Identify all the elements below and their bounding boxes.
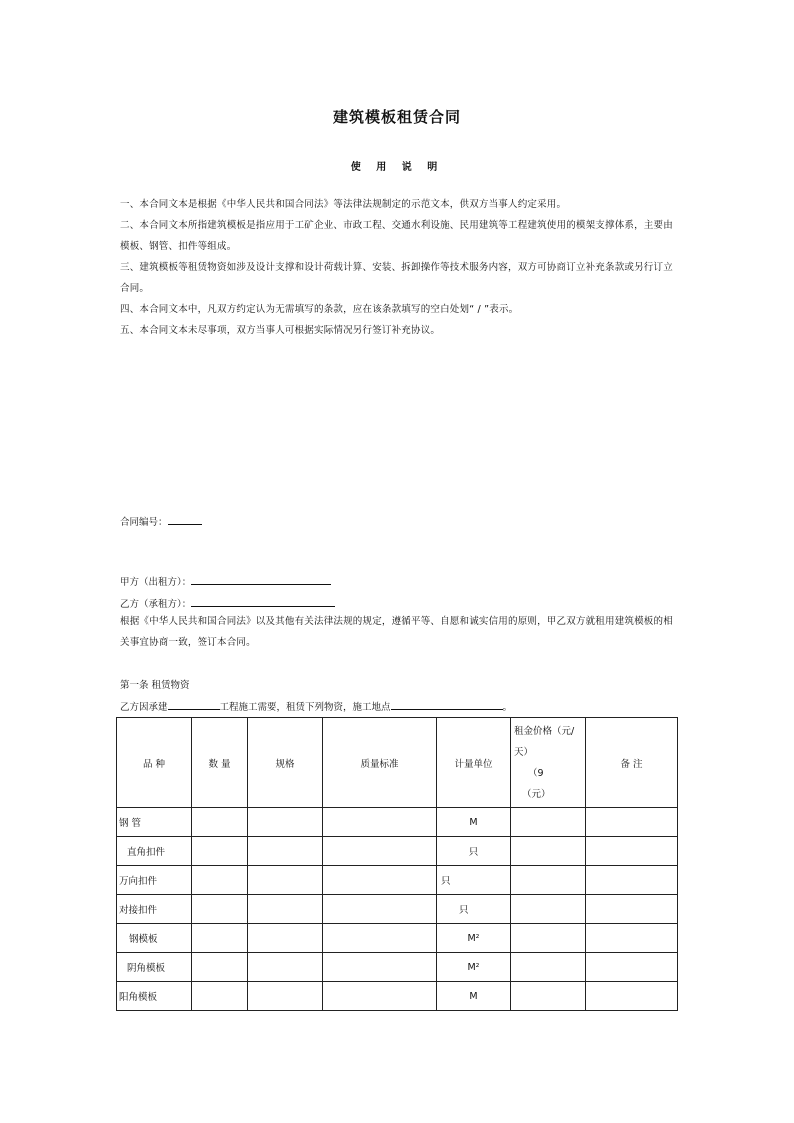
cell-empty: [192, 866, 248, 895]
cell-empty: [192, 953, 248, 982]
table-row: [117, 837, 678, 866]
project-name-field[interactable]: [168, 699, 220, 710]
party-b-label: 乙方（承租方）：: [120, 599, 192, 610]
header-price-line3: （9: [528, 767, 544, 779]
cell-unit: 只: [437, 837, 511, 866]
cell-empty: [511, 866, 586, 895]
instruction-4: 四、本合同文本中，凡双方约定认为无需填写的条款，应在该条款填写的空白处划“ / ”表示。: [120, 304, 519, 315]
cell-variety: 钢模板: [117, 924, 192, 953]
table-row: [117, 924, 678, 953]
cell-unit: M²: [437, 953, 511, 982]
cell-empty: [323, 953, 437, 982]
cell-variety: 直角扣件: [117, 837, 192, 866]
cell-unit: M: [437, 808, 511, 837]
article-1-part2: 工程施工需要，租赁下列物资，施工地点: [219, 702, 391, 713]
party-b-line: [120, 596, 335, 610]
header-unit: 计量单位: [437, 718, 511, 808]
cell-empty: [248, 895, 323, 924]
article-1-end: 。: [502, 702, 513, 713]
cell-empty: [586, 866, 678, 895]
instruction-2: 二、本合同文本所指建筑模板是指应用于工矿企业、市政工程、交通水利设施、民用建筑等工程建筑使用的模架支撑体系，主要由模板、钢管、扣件等组成。: [120, 220, 673, 252]
header-quantity: 数 量: [192, 718, 248, 808]
cell-unit: 只: [437, 866, 511, 895]
instruction-5: 五、本合同文本未尽事项，双方当事人可根据实际情况另行签订补充协议。: [120, 325, 441, 336]
cell-empty: [192, 837, 248, 866]
cell-empty: [511, 895, 586, 924]
cell-unit: 只: [437, 895, 511, 924]
cell-empty: [248, 924, 323, 953]
usage-instructions-heading: 使 用 说 明: [350, 162, 444, 173]
party-a-field[interactable]: [191, 574, 331, 585]
table-row: [117, 953, 678, 982]
cell-empty: [323, 982, 437, 1011]
cell-variety: 万向扣件: [117, 866, 192, 895]
contract-number-field[interactable]: [168, 514, 202, 525]
cell-empty: [323, 837, 437, 866]
document-title: 建筑模板租赁合同: [332, 108, 461, 126]
header-variety: 品 种: [117, 718, 192, 808]
cell-variety: 阴角模板: [117, 953, 192, 982]
construction-site-field[interactable]: [391, 699, 503, 710]
cell-empty: [248, 866, 323, 895]
party-b-field[interactable]: [191, 596, 335, 607]
header-spec: 规格: [248, 718, 323, 808]
cell-empty: [323, 866, 437, 895]
cell-empty: [586, 982, 678, 1011]
table-row: [117, 895, 678, 924]
table-row: [117, 982, 678, 1011]
cell-empty: [192, 808, 248, 837]
cell-variety: 对接扣件: [117, 895, 192, 924]
header-price-line4: （元）: [522, 788, 551, 800]
cell-empty: [248, 808, 323, 837]
party-a-line: [120, 574, 331, 588]
cell-empty: [511, 982, 586, 1011]
cell-unit: M²: [437, 924, 511, 953]
article-1-title: 第一条 租赁物资: [120, 680, 190, 691]
cell-empty: [192, 924, 248, 953]
preamble: 根据《中华人民共和国合同法》以及其他有关法律法规的规定，遵循平等、自愿和诚实信用的原则，甲乙双方就租用建筑模板的相关事宜协商一致，签订本合同。: [120, 616, 673, 648]
header-price: [511, 718, 586, 808]
header-remark: 备 注: [586, 718, 678, 808]
cell-empty: [192, 982, 248, 1011]
cell-empty: [192, 895, 248, 924]
cell-empty: [323, 808, 437, 837]
header-price-line1: 租金价格（元/: [514, 725, 575, 737]
cell-empty: [248, 982, 323, 1011]
cell-empty: [323, 924, 437, 953]
cell-empty: [586, 953, 678, 982]
cell-empty: [511, 837, 586, 866]
cell-empty: [248, 953, 323, 982]
cell-empty: [586, 895, 678, 924]
cell-empty: [323, 895, 437, 924]
cell-empty: [586, 808, 678, 837]
party-a-label: 甲方（出租方）：: [120, 577, 192, 588]
rental-materials-table: [116, 717, 678, 1011]
contract-number-label: 合同编号：: [120, 517, 168, 528]
article-1-part1: 乙方因承建: [120, 702, 168, 713]
article-1-text: [120, 699, 512, 713]
instruction-3: 三、建筑模板等租赁物资如涉及设计支撑和设计荷载计算、安装、拆卸操作等技术服务内容，双方可协商订立补充条款或另行订立合同。: [120, 262, 673, 294]
instruction-1: 一、本合同文本是根据《中华人民共和国合同法》等法律法规制定的示范文本，供双方当事人约定采用。: [120, 199, 567, 210]
table-header-row: [117, 718, 678, 808]
table-row: [117, 808, 678, 837]
cell-unit: M: [437, 982, 511, 1011]
cell-empty: [248, 837, 323, 866]
cell-variety: 钢 管: [117, 808, 192, 837]
header-price-line2: 天）: [514, 746, 534, 758]
cell-empty: [511, 808, 586, 837]
cell-empty: [511, 924, 586, 953]
table-row: [117, 866, 678, 895]
header-quality: 质量标准: [323, 718, 437, 808]
contract-number-line: [120, 514, 202, 528]
cell-variety: 阳角模板: [117, 982, 192, 1011]
cell-empty: [511, 953, 586, 982]
cell-empty: [586, 837, 678, 866]
cell-empty: [586, 924, 678, 953]
